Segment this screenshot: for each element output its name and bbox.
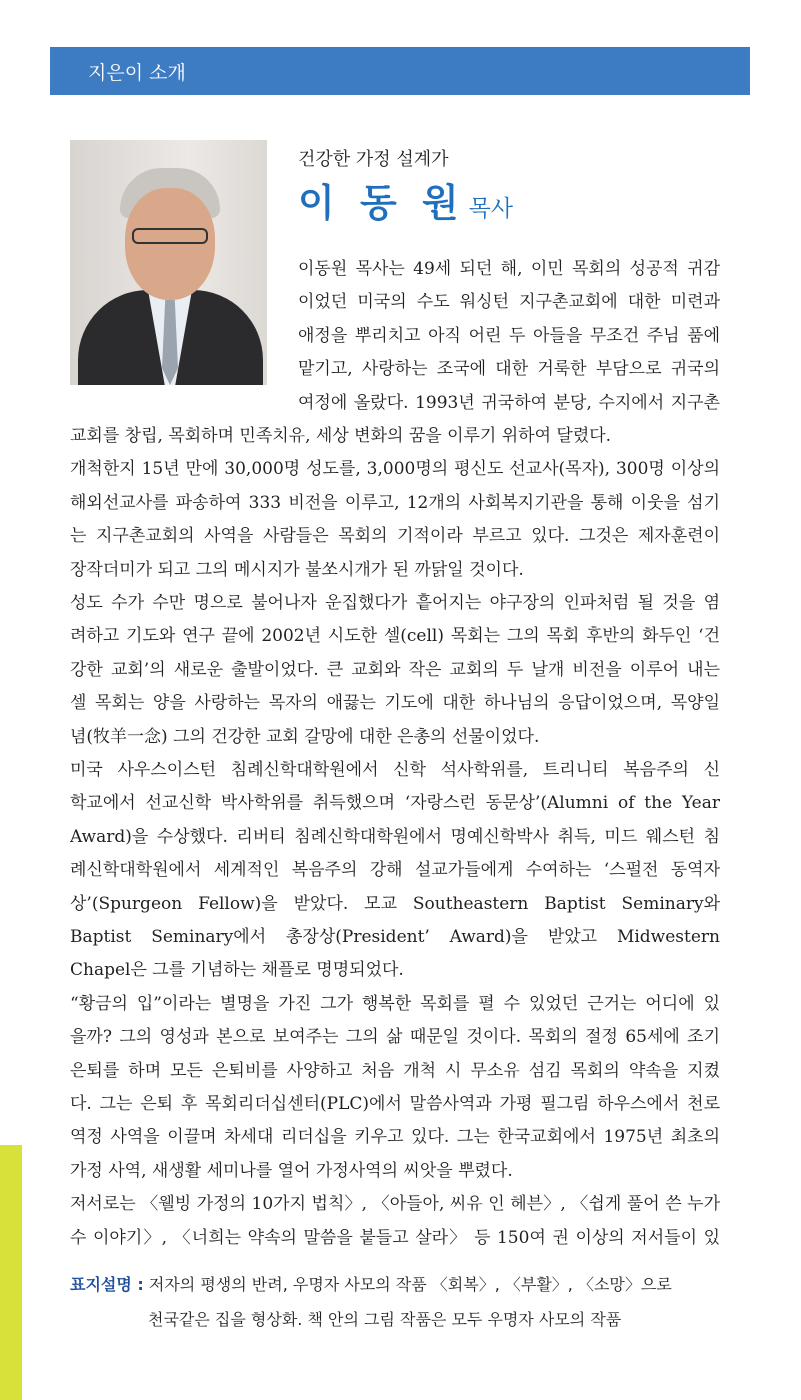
biography-line: Chapel은 그를 기념하는 채플로 명명되었다. — [70, 960, 404, 981]
biography-line: 는 지구촌교회의 사역을 사람들은 목회의 기적이라 부르고 있다. 그것은 제자훈련이 — [70, 526, 720, 547]
author-subtitle: 건강한 가정 설계가 — [298, 149, 449, 170]
section-header-bar — [50, 47, 750, 95]
biography-line: 강한 교회’의 새로운 출발이었다. 큰 교회와 작은 교회의 두 날개 비전을 이루어 내는 — [70, 659, 720, 680]
cover-note-text-1: 저자의 평생의 반려, 우명자 사모의 작품 〈회복〉, 〈부활〉, 〈소망〉으로 — [148, 1275, 672, 1294]
cover-note-line-2 — [148, 1303, 621, 1336]
cover-note-text-2: 천국같은 집을 형상화. 책 안의 그림 작품은 모두 우명자 사모의 작품 — [148, 1310, 622, 1329]
biography-line: 개척한지 15년 만에 30,000명 성도를, 3,000명의 평신도 선교사(목자), 300명 이상의 — [70, 459, 720, 480]
biography-line: 성도 수가 수만 명으로 불어나자 운집했다가 흩어지는 야구장의 인파처럼 될 것을 염 — [70, 593, 720, 613]
biography-line: 려하고 기도와 연구 끝에 2002년 시도한 셀(cell) 목회는 그의 목회 후반의 화두인 ‘건 — [70, 626, 720, 647]
author-title: 목사 — [468, 196, 514, 222]
biography-line: Baptist Seminary에서 총장상(President’ Award)을 받았고 Midwestern — [70, 927, 720, 947]
biography-line: 맡기고, 사랑하는 조국에 대한 거룩한 부담으로 귀국의 — [298, 359, 720, 380]
biography-line: 이었던 미국의 수도 워싱턴 지구촌교회에 대한 미련과 — [298, 292, 720, 313]
biography-line: 례신학대학원에서 세계적인 복음주의 강해 설교가들에게 수여하는 ‘스펄전 동역자 — [70, 860, 720, 881]
author-name-row — [298, 172, 513, 227]
biography-line: 가정 사역, 새생활 세미나를 열어 가정사역의 씨앗을 뿌렸다. — [70, 1160, 513, 1181]
biography-line: 저서로는 〈웰빙 가정의 10가지 법칙〉, 〈아들아, 씨유 인 헤븐〉, 〈쉽게 풀어 쓴 누가 — [70, 1194, 720, 1215]
biography-line: 은퇴를 하며 모든 은퇴비를 사양하고 처음 개척 시 무소유 섬김 목회의 약속을 지켰 — [70, 1060, 720, 1081]
biography-line: 다. 그는 은퇴 후 목회리더십센터(PLC)에서 말씀사역과 가평 필그림 하우스에서 천로 — [70, 1094, 720, 1114]
biography-line: 수 이야기〉, 〈너희는 약속의 말씀을 붙들고 살라〉 등 150여 권 이상의 저서들이 있 — [70, 1227, 720, 1248]
cover-note-label: 표지설명 : — [70, 1275, 144, 1294]
biography-line: 교회를 창립, 목회하며 민족치유, 세상 변화의 꿈을 이루기 위하여 달렸다. — [70, 426, 612, 446]
biography-line: 여정에 올랐다. 1993년 귀국하여 분당, 수지에서 지구촌 — [298, 392, 720, 413]
biography-line: Award)을 수상했다. 리버티 침례신학대학원에서 명예신학박사 취득, 미드 웨스턴 침 — [70, 826, 720, 847]
biography-line: 이동원 목사는 49세 되던 해, 이민 목회의 성공적 귀감 — [298, 259, 720, 279]
biography-line: “황금의 입”이라는 별명을 가진 그가 행복한 목회를 펼 수 있었던 근거는 어디에 있 — [70, 993, 720, 1014]
biography-line: 상’(Spurgeon Fellow)을 받았다. 모교 Southeastern Baptist Seminary와 — [70, 893, 720, 914]
biography-line: 학교에서 선교신학 박사학위를 취득했으며 ‘자랑스런 동문상’(Alumni of the Year — [70, 793, 720, 814]
cover-note-line-1 — [70, 1268, 672, 1301]
biography-line: 장작더미가 되고 그의 메시지가 불쏘시개가 된 까닭일 것이다. — [70, 559, 524, 580]
biography-line: 셀 목회는 양을 사랑하는 목자의 애끓는 기도에 대한 하나님의 응답이었으며, 목양일 — [70, 693, 720, 714]
biography-line: 을까? 그의 영성과 본으로 보여주는 그의 삶 때문일 것이다. 목회의 절정 65세에 조기 — [70, 1027, 720, 1048]
section-title: 지은이 소개 — [88, 62, 186, 84]
biography-line: 념(牧羊一念) 그의 건강한 교회 갈망에 대한 은총의 선물이었다. — [70, 726, 540, 747]
biography-line: 역정 사역을 이끌며 차세대 리더십을 키우고 있다. 그는 한국교회에서 1975년 최초의 — [70, 1127, 720, 1148]
biography-line: 미국 사우스이스턴 침례신학대학원에서 신학 석사학위를, 트리니티 복음주의 신 — [70, 760, 720, 780]
author-photo — [70, 140, 267, 385]
author-name: 이 동 원 — [298, 181, 465, 225]
side-accent-bar — [0, 1145, 22, 1400]
biography-line: 해외선교사를 파송하여 333 비전을 이루고, 12개의 사회복지기관을 통해 이웃을 섬기 — [70, 492, 720, 513]
biography-line: 애정을 뿌리치고 아직 어린 두 아들을 무조건 주님 품에 — [298, 325, 720, 346]
